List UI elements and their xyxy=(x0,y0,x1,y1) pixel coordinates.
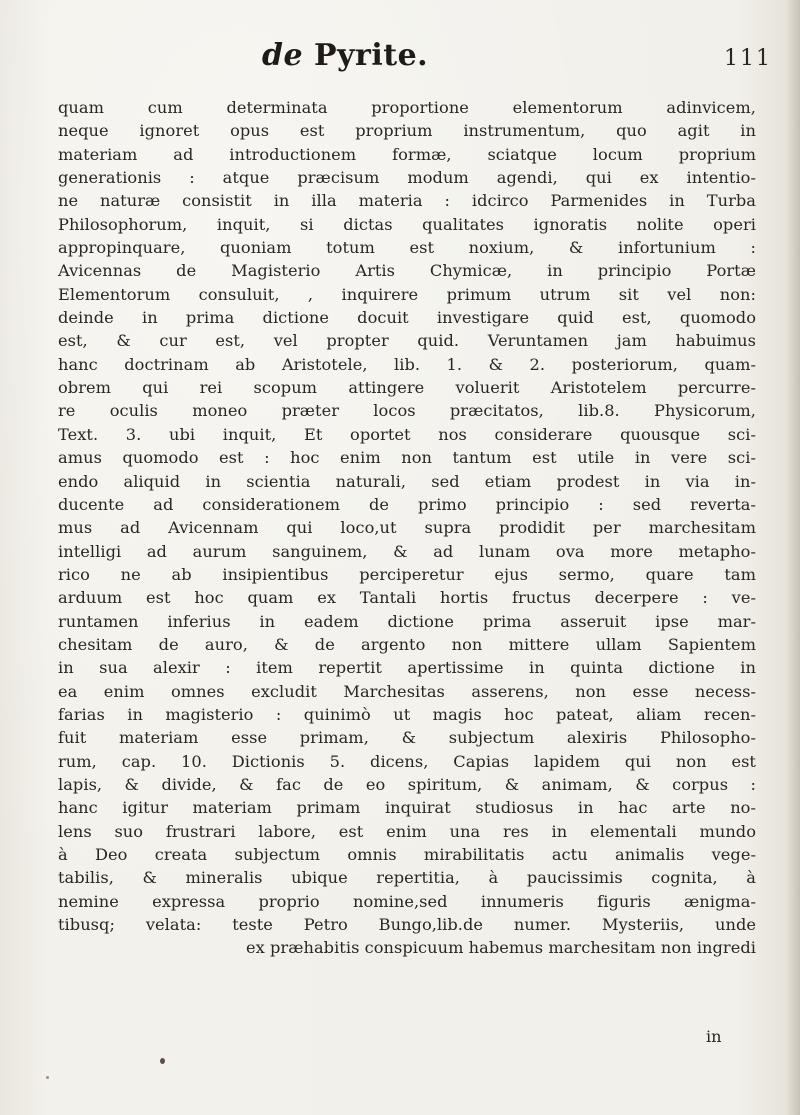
text-line: rum, cap. 10. Dictionis 5. dicens, Capias lapidem qui non est xyxy=(58,751,756,771)
text-line: ex præhabitis conspicuum habemus marchesitam non ingredi xyxy=(246,938,756,958)
ink-speck xyxy=(46,1076,49,1079)
text-line: nemine expressa proprio nomine,sed innumeris figuris ænigma- xyxy=(58,891,756,911)
text-line: ne naturæ consistit in illa materia : idcirco Parmenides in Turba xyxy=(58,191,756,211)
running-title xyxy=(262,38,428,73)
text-line: mus ad Avicennam qui loco,ut supra prodidit per marchesitam xyxy=(58,518,756,538)
text-line: obrem qui rei scopum attingere voluerit Aristotelem percurre- xyxy=(58,378,756,398)
text-line: in sua alexir : item repertit apertissime in quinta dictione in xyxy=(58,658,756,678)
text-line: arduum est hoc quam ex Tantali hortis fructus decerpere : ve- xyxy=(58,588,756,608)
text-line: generationis : atque præcisum modum agendi, qui ex intentio- xyxy=(58,168,756,188)
text-line: intelligi ad aurum sanguinem, & ad lunam ova more metapho- xyxy=(58,541,756,561)
text-line: Avicennas de Magisterio Artis Chymicæ, in principio Portæ xyxy=(58,261,756,281)
page-number: 111 xyxy=(724,46,772,71)
body-text xyxy=(58,96,756,960)
text-line: Philosophorum, inquit, si dictas qualitates ignoratis nolite operi xyxy=(58,214,756,234)
text-line: fuit materiam esse primam, & subjectum alexiris Philosopho- xyxy=(58,728,756,748)
text-line: farias in magisterio : quinimò ut magis hoc pateat, aliam recen- xyxy=(58,704,756,724)
text-line: materiam ad introductionem formæ, sciatque locum proprium xyxy=(58,144,756,164)
text-line: ea enim omnes excludit Marchesitas asserens, non esse necess- xyxy=(58,681,756,701)
text-line: hanc igitur materiam primam inquirat studiosus in hac arte no- xyxy=(58,798,756,818)
text-line: re oculis moneo præter locos præcitatos, lib.8. Physicorum, xyxy=(58,401,756,421)
text-line: hanc doctrinam ab Aristotele, lib. 1. & 2. posteriorum, quam- xyxy=(58,354,756,374)
text-line: amus quomodo est : hoc enim non tantum est utile in vere sci- xyxy=(58,448,756,468)
text-line: tibusq; velata: teste Petro Bungo,lib.de numer. Mysteriis, unde xyxy=(58,915,756,935)
ink-speck xyxy=(160,1058,165,1064)
text-line: ducente ad considerationem de primo principio : sed reverta- xyxy=(58,494,756,514)
text-line: lapis, & divide, & fac de eo spiritum, & animam, & corpus : xyxy=(58,774,756,794)
text-line: tabilis, & mineralis ubique repertitia, à paucissimis cognita, à xyxy=(58,868,756,888)
text-line: chesitam de auro, & de argento non mittere ullam Sapientem xyxy=(58,634,756,654)
text-line: est, & cur est, vel propter quid. Veruntamen jam habuimus xyxy=(58,331,756,351)
text-line: endo aliquid in scientia naturali, sed etiam prodest in via in- xyxy=(58,471,756,491)
running-title-main: Pyrite. xyxy=(303,38,429,73)
text-line: Text. 3. ubi inquit, Et oportet nos considerare quousque sci- xyxy=(58,424,756,444)
text-line: runtamen inferius in eadem dictione prima asseruit ipse mar- xyxy=(58,611,756,631)
text-line: quam cum determinata proportione elementorum adinvicem, xyxy=(58,98,756,117)
text-line: lens suo frustrari labore, est enim una res in elementali mundo xyxy=(58,821,756,841)
text-line: deinde in prima dictione docuit investigare quid est, quomodo xyxy=(58,308,756,328)
text-line: appropinquare, quoniam totum est noxium, & infortunium : xyxy=(58,238,756,258)
text-line: Elementorum consuluit, , inquirere primum utrum sit vel non: xyxy=(58,284,756,304)
page-edge-shadow xyxy=(786,0,800,1115)
text-line: rico ne ab insipientibus perciperetur ejus sermo, quare tam xyxy=(58,564,756,584)
running-title-prefix: de xyxy=(262,38,304,73)
text-line: à Deo creata subjectum omnis mirabilitatis actu animalis vege- xyxy=(58,845,756,864)
catchword: in xyxy=(706,1027,722,1046)
text-line: neque ignoret opus est proprium instrumentum, quo agit in xyxy=(58,121,756,141)
page-header xyxy=(0,38,800,84)
